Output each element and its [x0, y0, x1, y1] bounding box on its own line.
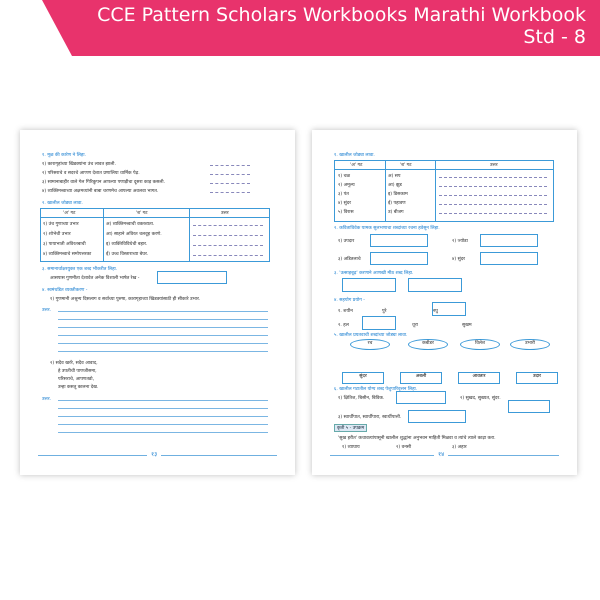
q2-item: २) ज्योडा [452, 239, 468, 244]
word-oval: रच [350, 339, 390, 350]
answer-line [210, 165, 250, 166]
table-header: 'ब' गट [400, 163, 412, 168]
q2-heading: २. कविताविवेक यामक सुलभणाचा शब्दांच्या रचना हवेसून लिहा. [334, 226, 440, 231]
word-box: उदार [516, 372, 558, 384]
answer-box[interactable] [370, 252, 428, 265]
q4-item: २. हल [338, 323, 349, 328]
table-cell: उ) बीजग [388, 210, 404, 215]
banner-title-line2: Std - 8 [523, 26, 586, 48]
q3-heading: ३. समानार्थाक्षरयुक्त एक शब्द भीकरीत लिहा. [42, 267, 118, 272]
q4-item: सुखम [462, 323, 472, 328]
q1-line-1: १) कारागृहांच्या खिडक्यांना उंच लावत झाली. [42, 162, 116, 167]
q1-heading: १. खालील जोड्या लावा. [334, 153, 375, 158]
answer-label: उत्तर. [42, 308, 52, 313]
q2-heading: २. खालील जोड्या लावा. [42, 201, 83, 206]
title-banner [0, 0, 600, 56]
left-workbook-page [20, 130, 295, 475]
matching-table [334, 160, 554, 222]
q1-line-2: २) परिसराचे व सदरचे आणण देशात प्रणालिया धार्मिक पेढ़. [42, 171, 140, 176]
answer-box[interactable] [432, 302, 466, 316]
table-cell: इ) व्यक्तिविविधेची बहार. [106, 242, 148, 247]
table-header: 'अ' गट [350, 163, 363, 168]
q7-text: 'सुख हरीत' कथावत्यांपासूनी खालील शुद्धांना अनुभवन माहिती मिळवा व त्यांचे त्याले काढ़ा करा. [338, 436, 496, 441]
q4-item: १. शयीन [338, 309, 353, 314]
answer-box[interactable] [396, 391, 446, 404]
answer-box[interactable] [342, 278, 396, 292]
table-header: उत्तर [221, 211, 229, 216]
table-cell: अ) सप [388, 174, 401, 179]
q4-heading: ४. स्वमंथडित व्यक्तीकरण - [42, 288, 88, 293]
answer-box[interactable] [408, 410, 466, 423]
activity-label: कृती ५ - उपक्रम [334, 424, 367, 432]
banner-title-line1: CCE Pattern Scholars Workbooks Marathi Workbook [97, 4, 586, 26]
q4-item: धूरा [412, 323, 418, 328]
q2-item: ३) अडितलाचे [338, 257, 361, 262]
answer-label: उत्तर. [42, 397, 52, 402]
table-cell: १) उंच गुणाच्या उभार [43, 222, 79, 227]
table-cell: ४) सुंदर [338, 201, 352, 206]
q6-item: १) क्षितिज, बिसीन, बिविक. [338, 396, 385, 401]
table-cell: ३) पंत [338, 192, 349, 197]
answer-box[interactable] [370, 234, 428, 247]
answer-box[interactable] [480, 234, 538, 247]
table-header: 'अ' गट [63, 211, 76, 216]
matching-table [40, 208, 270, 262]
table-cell: ई) पहावण [388, 201, 406, 206]
q6-item: २) सुखद, सुख्यत, सुंदर. [460, 396, 501, 401]
word-box: आवतार [458, 372, 500, 384]
answer-box[interactable] [480, 252, 538, 265]
q6-heading: ६. खालील गटातील योग्य शब्द पेशुपारिवृत्तन लिहा. [334, 387, 418, 392]
answer-box[interactable] [508, 400, 550, 413]
answer-box[interactable] [408, 278, 462, 292]
q1-line-4: ४) व्यक्तिमत्त्वाच्या अक्षमध्यांनी बाबा चरणमेच आपल्या अवलवा भागत. [42, 189, 159, 194]
q1-line-3: ३) सामानाबाहीर वाले गेल गिरिकुपन आपल्या पणाड़ीचा दूसरा काड़ कसली. [42, 180, 166, 185]
table-cell: अ) व्यक्तिमत्त्वाची वक्तव्यता. [106, 222, 155, 227]
page-number: १३ [147, 450, 161, 458]
table-cell: २) अमूल्य [338, 183, 355, 188]
table-cell: ३) पायाभाती अविरतबाची [43, 242, 86, 247]
table-cell: ई) उच्च विस्ताराच्या बेघर. [106, 252, 149, 257]
table-header: 'ब' गट [136, 211, 148, 216]
q4-item: पुरे [382, 309, 387, 314]
answer-line [210, 183, 250, 184]
poem-line: हे उपतीची पाणजीसमा, [58, 369, 97, 374]
q1-heading: १. मूळ की कारेण ने लिहा. [42, 153, 86, 158]
q2-item: ४) सुंदर [452, 257, 466, 262]
poem-line: उन्हा कसतू कालना देख. [58, 385, 99, 390]
banner-title [97, 4, 586, 48]
word-oval: उभारी [510, 339, 550, 350]
q7-item: २) वनसी [396, 445, 412, 450]
table-cell: ४) व्यक्तिमत्त्वाचे समोपत्तरका [43, 252, 92, 257]
word-oval: विलेश [460, 339, 500, 350]
answer-box[interactable] [362, 316, 396, 330]
q4-text: १) गुणमानी अश्रुन्य दिसलाग व सर्वाच्या पुरुषा, कारागृहाच्या खिडक्यांसाठी ही सीकारे उभार. [50, 297, 201, 302]
q3-text: आसपास गुणमीता देशावेत अनेक विशाली भाषेत रेख - [50, 276, 140, 281]
q7-item: १) व्याघाय [342, 445, 360, 450]
answer-line [210, 192, 250, 193]
table-cell: ५) विरास [338, 210, 354, 215]
table-cell: १) चळ [338, 174, 351, 179]
poem-line: २) सदैव खरंरे, सदैव आवाद, [50, 361, 98, 366]
right-workbook-page [312, 130, 577, 475]
word-box: सुंदर [342, 372, 384, 384]
table-header: उत्तर [490, 163, 498, 168]
table-cell: २) शोभेची उभार [43, 232, 71, 237]
q2-item: १) उपदार [338, 239, 355, 244]
table-cell: इ) डिसकाम [388, 192, 408, 197]
word-box: अबली [400, 372, 442, 384]
answer-line [210, 174, 250, 175]
table-cell: आ) साहाने अविरत चलवूह करणे. [106, 232, 162, 237]
q6-item: ३) स्वार्थीपात, स्वार्थीपारा, स्वार्थीपात्ती. [338, 415, 402, 420]
q7-item: ३) अहार [452, 445, 467, 450]
q3-heading: ३. 'उत्साहबूढ़' करणाने आणखी मीठ शब्द लिहा. [334, 271, 414, 276]
page-number: १४ [434, 450, 448, 458]
table-cell: आ) झुड [388, 183, 402, 188]
answer-box[interactable] [157, 271, 227, 284]
q5-heading: ५. खालील प्रयतवाची शब्दांच्या जोड्या लावा. [334, 333, 408, 338]
word-oval: कबीडर [408, 339, 448, 350]
poem-line: परिसराचे, आपणतडो, [58, 377, 95, 382]
q4-item: लघु [432, 309, 438, 314]
q4-heading: ४. सहयोग प्रयोग - [334, 298, 365, 303]
